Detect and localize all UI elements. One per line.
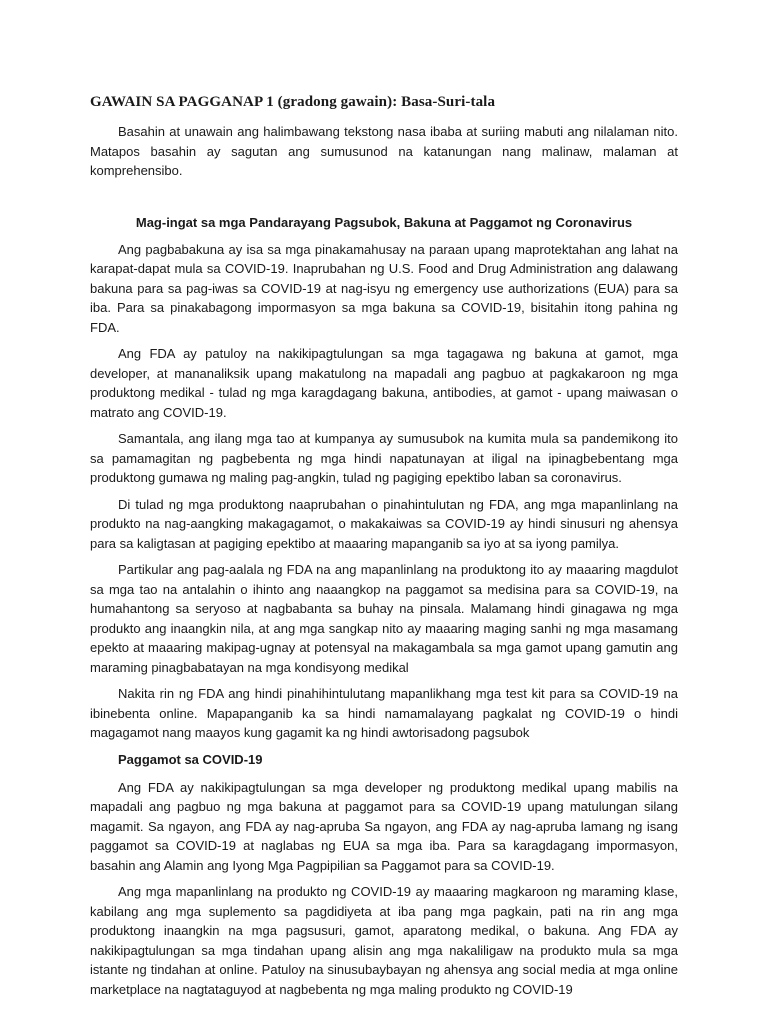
paragraph: Di tulad ng mga produktong naaprubahan o pinahintulutan ng FDA, ang mga mapanlinlang na produkto na nag-aangking makagagamot, o makakaiwas sa COVID-19 ay hindi sinusuri ng ahensya para sa kaligtasan at pagiging epektibo at maaaring mapanganib sa iyo at sa iyong pamilya. (90, 496, 678, 551)
paragraph: Ang pagbabakuna ay isa sa mga pinakamahusay na paraan upang maprotektahan ang lahat na karapat-dapat mula sa COVID-19. Inaprubahan ng U.S. Food and Drug Administration ang dalawang bakuna para sa pag-iwas sa COVID-19 at nag-isyu ng emergency use authorizations (EUA) para sa iba. Para sa pinakabagong impormasyon sa mga bakuna sa COVID-19, bisitahin itong pahina ng FDA. (90, 241, 678, 335)
section-subheading: Paggamot sa COVID-19 (118, 751, 263, 767)
article-heading: Mag-ingat sa mga Pandarayang Pagsubok, Bakuna at Paggamot ng Coronavirus (135, 214, 633, 230)
paragraph: Nakita rin ng FDA ang hindi pinahihintulutang mapanlikhang mga test kit para sa COVID-19 na ibinebenta online. Mapapanganib ka sa hindi namamalayang pagkalat ng COVID-19 o hindi magagamot nang maayos kung gagamit ka ng hindi awtorisadong pagsubok (90, 686, 678, 740)
paragraph: Ang mga mapanlinlang na produkto ng COVID-19 ay maaaring magkaroon ng maraming klase, kabilang ang mga suplemento sa pagdidiyeta at iba pang mga pagkain, pati na rin ang mga produktong inaangkin na mga pagsusuri, gamot, aparatong medikal, o bakuna. Ang FDA ay nakikipagtulungan sa mga tindahan upang alisin ang mga nakaliligaw na produkto mula sa mga istante ng tindahan at online. Patuloy na sinusubaybayan ng ahensya ang social media at mga online marketplace na nagtataguyod at nagbebenta ng mga maling produkto ng COVID-19 (90, 884, 678, 997)
document-title: GAWAIN SA PAGGANAP 1 (gradong gawain): Basa-Suri-tala (90, 94, 496, 110)
paragraph: Ang FDA ay patuloy na nakikipagtulungan sa mga tagagawa ng bakuna at gamot, mga developer, at mananaliksik upang makatulong na mapadali ang pagbuo at pagkakaroon ng mga produktong medikal - tulad ng mga karagdagang bakuna, antibodies, at gamot - upang maiwasan o matrato ang COVID-19. (90, 346, 678, 420)
paragraph: Samantala, ang ilang mga tao at kumpanya ay sumusubok na kumita mula sa pandemikong ito sa pamamagitan ng pagbebenta ng mga hindi napatunayan at iligal na ipinagbebentang mga produktong gumawa ng maling pag-angkin, tulad ng pagiging epektibo laban sa coronavirus. (90, 431, 678, 485)
paragraph: Partikular ang pag-aalala ng FDA na ang mapanlinlang na produktong ito ay maaaring magdulot sa mga tao na antalahin o ihinto ang naaangkop na paggamot sa medisina para sa COVID-19, na humahantong sa seryoso at nagbabanta sa buhay na pinsala. Malamang hindi ginagawa ng mga produkto ang inaangkin nila, at ang mga sangkap nito ay maaaring maging sanhi ng mga masamang epekto at maaaring makipag-ugnay at potensyal na makagambala sa mga gamot upang gamutin ang maraming pinagbabatayan na mga kondisyong medikal (90, 562, 678, 675)
paragraph: Ang FDA ay nakikipagtulungan sa mga developer ng produktong medikal upang mabilis na mapadali ang pagbuo ng mga bakuna at paggamot para sa COVID-19 upang matulungan silang magamit. Sa ngayon, ang FDA ay nag-apruba Sa ngayon, ang FDA ay nag-apruba lamang ng isang paggamot sa COVID-19 at naglabas ng EUA sa mga iba. Para sa karagdagang impormasyon, basahin ang Alamin ang Iyong Mga Pagpipilian sa Paggamot para sa COVID-19. (90, 779, 678, 873)
document-page (90, 92, 678, 1006)
intro-paragraph: Basahin at unawain ang halimbawang tekstong nasa ibaba at suriing mabuti ang nilalaman nito. Matapos basahin ay sagutan ang sumusunod na katanungan nang malinaw, malaman at komprehensibo. (90, 124, 678, 178)
